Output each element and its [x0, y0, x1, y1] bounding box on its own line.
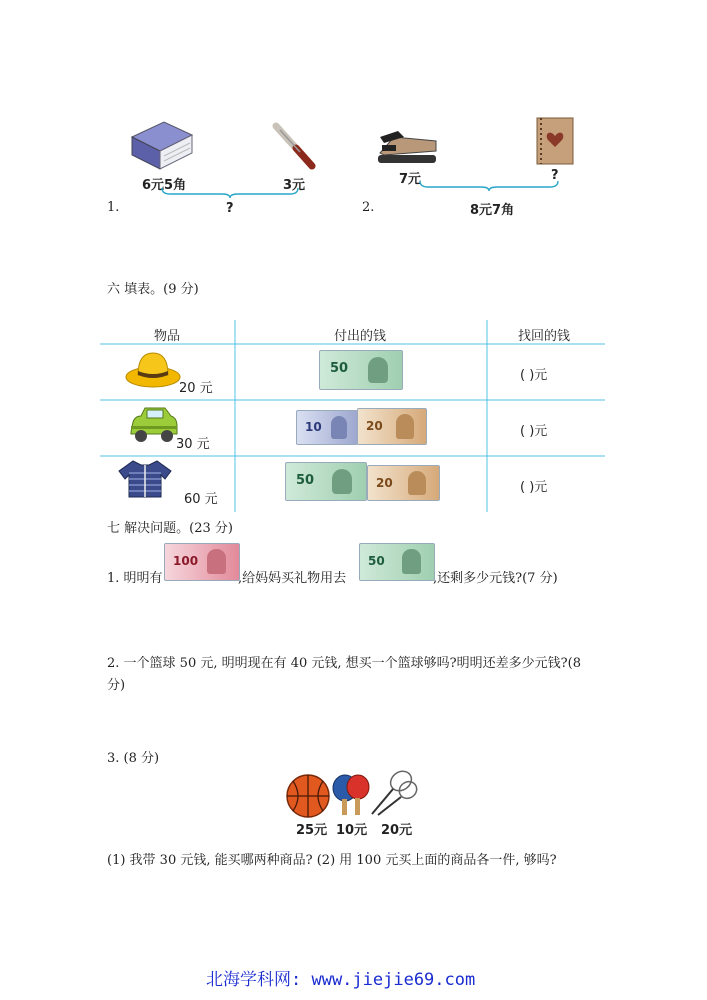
- book-price: 6元5角: [142, 178, 187, 193]
- badminton-price: 20元: [381, 823, 413, 838]
- total-price-2: 8元7角: [470, 203, 515, 218]
- sum-bracket-2: [418, 179, 560, 193]
- hat-icon: [124, 347, 182, 389]
- section7-title: 七 解决问题。(23 分): [107, 521, 233, 536]
- q2-text-line1: 2. 一个篮球 50 元, 明明现在有 40 元钱, 想买一个篮球够吗?明明还差多少元钱?(8: [107, 656, 581, 671]
- notebook-icon: [534, 116, 576, 166]
- row1-price: 20 元: [179, 381, 213, 396]
- banknote-50: 50: [319, 350, 403, 390]
- header-paid: 付出的钱: [334, 329, 387, 344]
- total-unknown-1: ?: [226, 201, 234, 216]
- badminton-rackets-icon: [368, 770, 418, 818]
- banknote-20: 20: [367, 465, 440, 501]
- header-change: 找回的钱: [518, 329, 571, 344]
- notebook-price: ?: [551, 168, 559, 183]
- footer-watermark: 北海学科网: www.jiejie69.com: [206, 970, 476, 990]
- q1-text-part1: 1. 明明有: [107, 571, 163, 586]
- sweater-icon: [117, 459, 173, 499]
- sum-bracket-1: [160, 186, 300, 200]
- question-number-2: 2.: [362, 200, 375, 215]
- q2-text-line2: 分): [107, 678, 126, 693]
- ping-pong-paddles-icon: [331, 773, 371, 819]
- section6-title: 六 填表。(9 分): [107, 282, 199, 297]
- q3-label: 3. (8 分): [107, 751, 160, 766]
- pen-price: 3元: [283, 178, 306, 193]
- row2-change: ( )元: [520, 424, 548, 439]
- portrait-mark: [331, 416, 347, 439]
- row3-change: ( )元: [520, 480, 548, 495]
- basketball-price: 25元: [296, 823, 328, 838]
- banknote-50: 50: [359, 543, 435, 581]
- pen-icon: [270, 122, 320, 172]
- q1-text-part2: ,给妈妈买礼物用去: [238, 571, 347, 586]
- header-item: 物品: [154, 329, 181, 344]
- q1-text-part3: ,还剩多少元钱?(7 分): [433, 571, 558, 586]
- ping-pong-price: 10元: [336, 823, 368, 838]
- q3-questions: (1) 我带 30 元钱, 能买哪两种商品? (2) 用 100 元买上面的商品各一件, 够吗?: [107, 853, 557, 868]
- row2-price: 30 元: [176, 437, 210, 452]
- basketball-icon: [285, 773, 331, 819]
- row3-price: 60 元: [184, 492, 218, 507]
- portrait-mark: [408, 471, 426, 495]
- banknote-100: 100: [164, 543, 240, 581]
- portrait-mark: [332, 469, 352, 494]
- row1-change: ( )元: [520, 368, 548, 383]
- stapler-icon: [374, 125, 440, 167]
- banknote-20: 20: [357, 408, 427, 445]
- portrait-mark: [207, 549, 226, 574]
- portrait-mark: [402, 549, 421, 574]
- portrait-mark: [368, 357, 388, 383]
- stapler-price: 7元: [399, 172, 422, 187]
- book-icon: [124, 117, 194, 172]
- portrait-mark: [396, 414, 414, 439]
- car-icon: [127, 404, 179, 446]
- banknote-50: 50: [285, 462, 367, 501]
- banknote-10: 10: [296, 410, 358, 445]
- question-number-1: 1.: [107, 200, 120, 215]
